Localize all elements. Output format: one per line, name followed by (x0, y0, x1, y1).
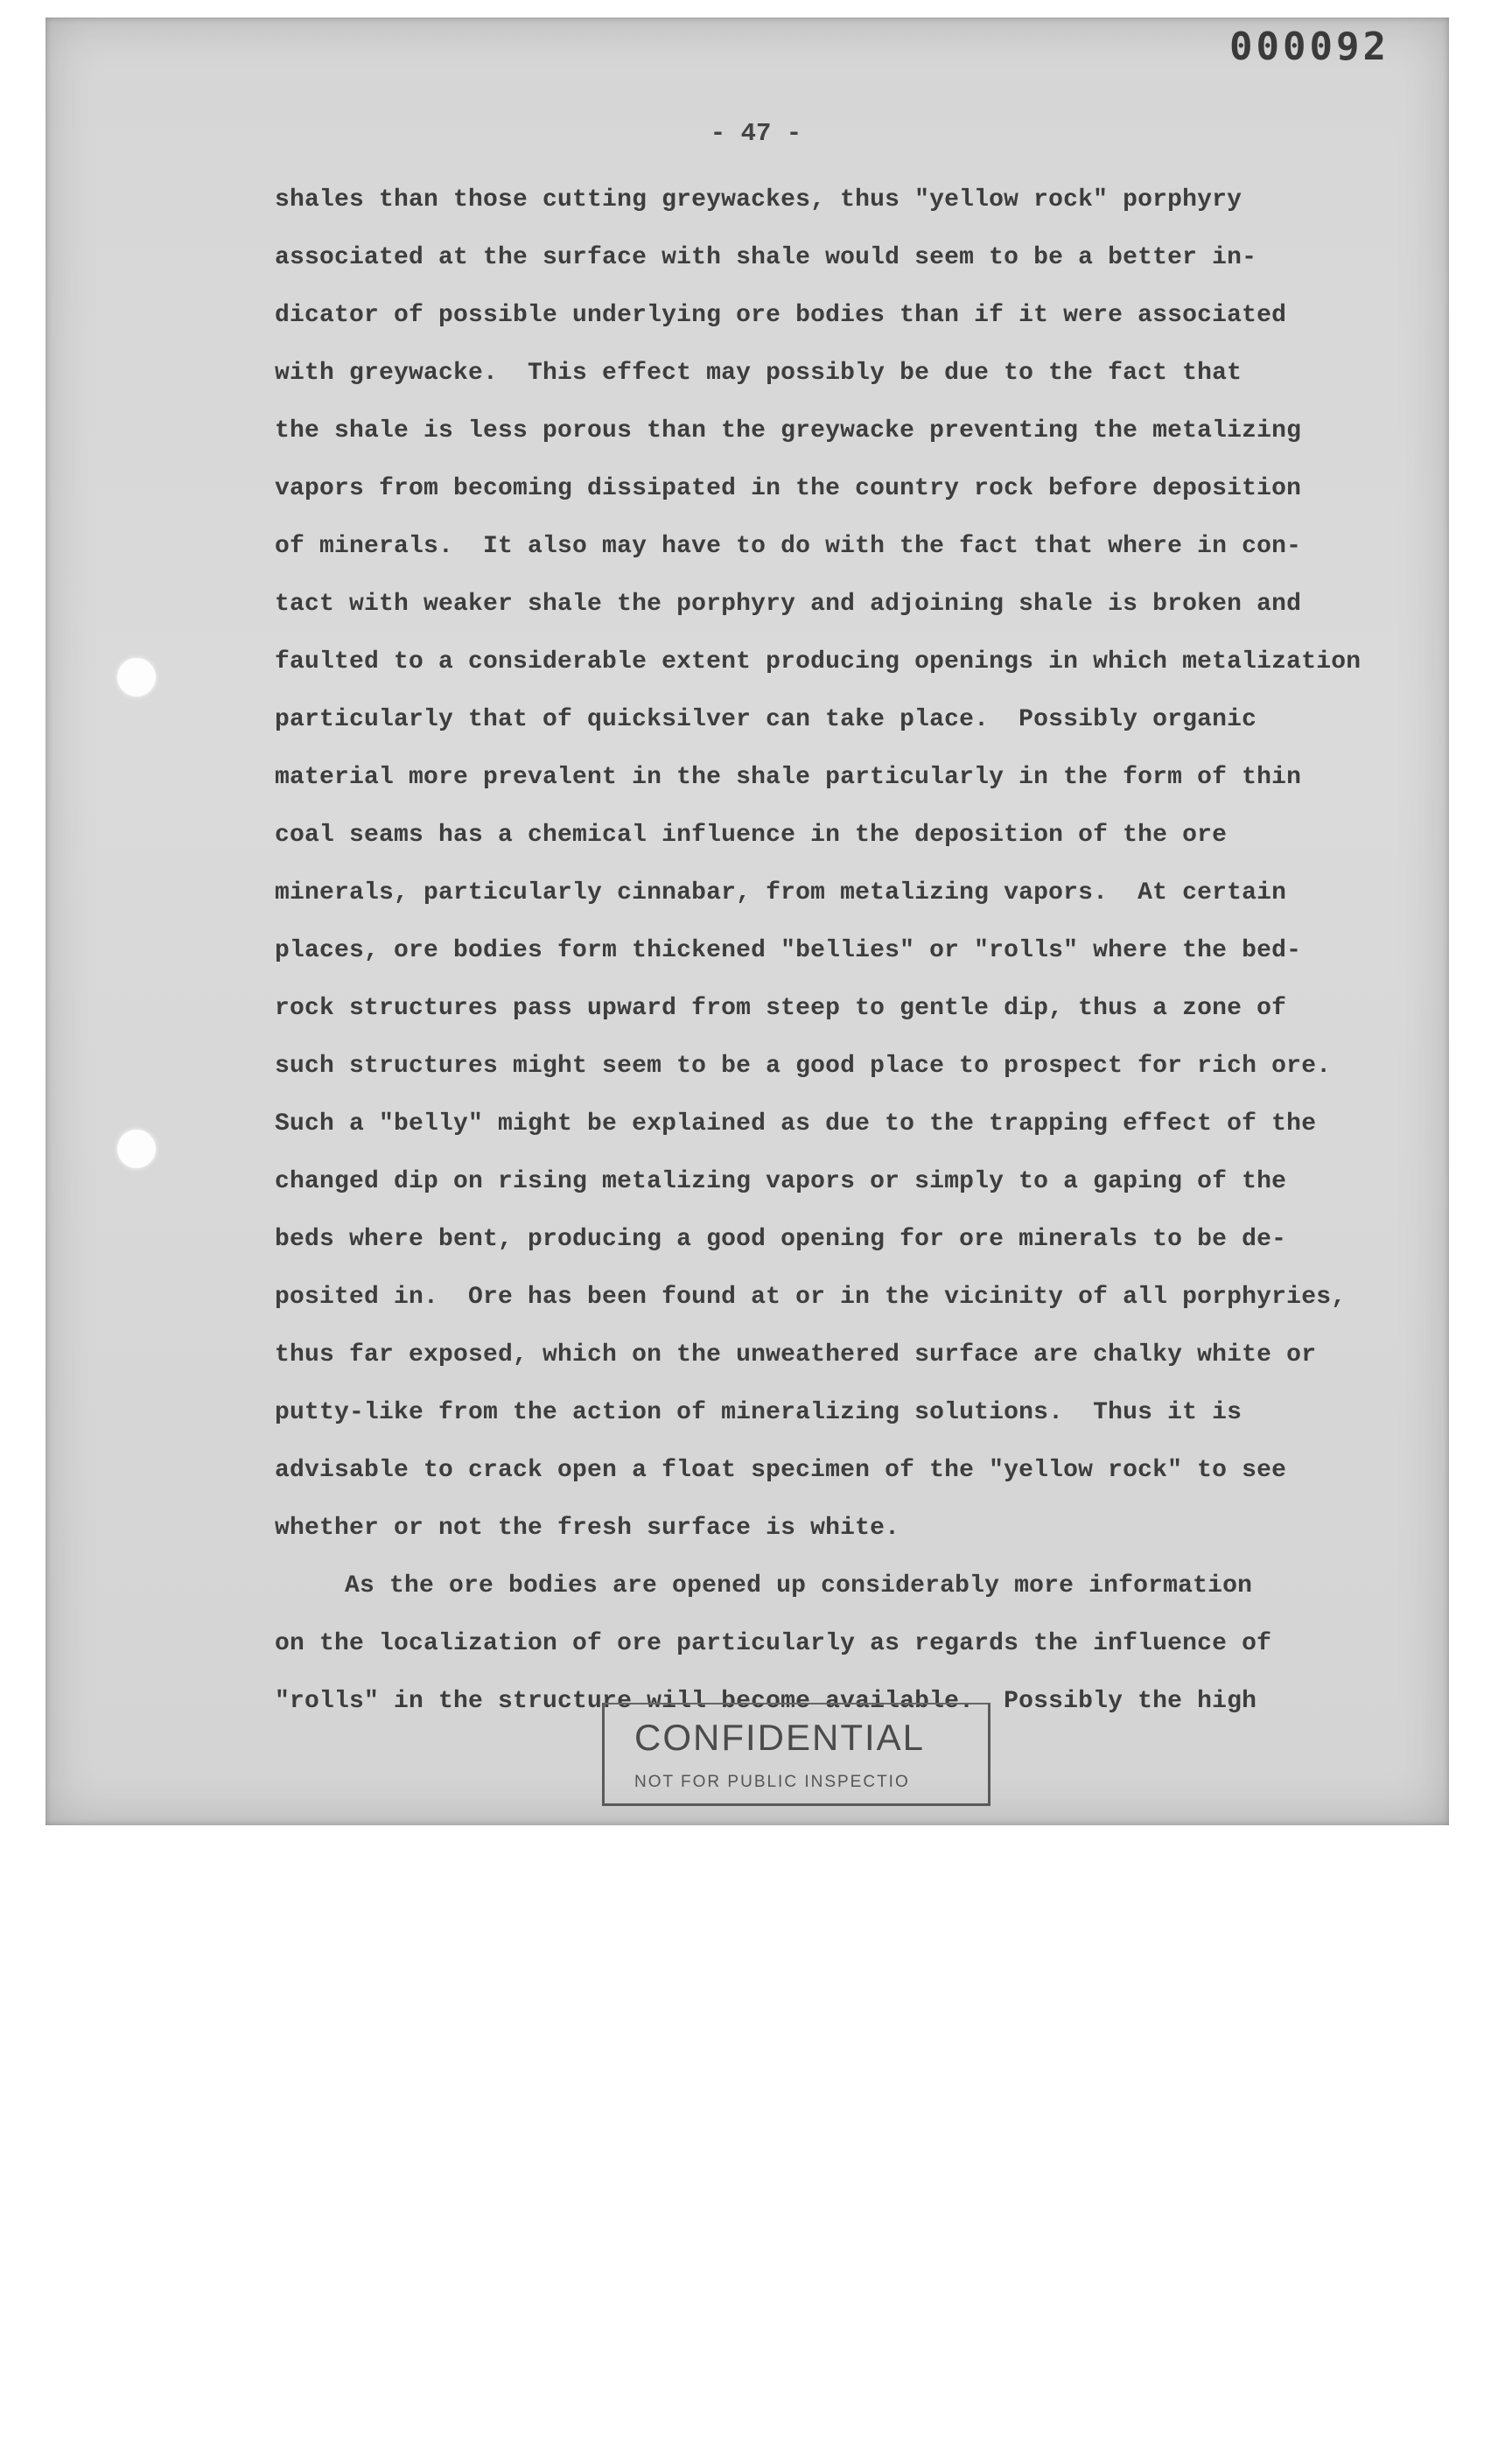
text-line: faulted to a considerable extent producing openings in which metalization (275, 648, 1362, 676)
text-line: thus far exposed, which on the unweathered surface are chalky white or (275, 1341, 1317, 1368)
text-line: tact with weaker shale the porphyry and adjoining shale is broken and (275, 591, 1302, 618)
stamp-title: CONFIDENTIAL (634, 1717, 926, 1758)
text-line: whether or not the fresh surface is white. (275, 1515, 900, 1542)
text-line: associated at the surface with shale would seem to be a better in- (275, 244, 1257, 271)
text-line: coal seams has a chemical influence in the deposition of the ore (275, 822, 1228, 849)
text-line: beds where bent, producing a good opening for ore minerals to be de- (275, 1226, 1287, 1253)
text-line: shales than those cutting greywackes, thus "yellow rock" porphyry (275, 186, 1242, 214)
text-line: changed dip on rising metalizing vapors or simply to a gaping of the (275, 1168, 1287, 1195)
text-line: "rolls" in the structure will become available. Possibly the high (275, 1688, 1257, 1715)
text-line: on the localization of ore particularly as regards the influence of (275, 1630, 1272, 1657)
text-line: As the ore bodies are opened up considerably more information (345, 1572, 1253, 1600)
text-line: minerals, particularly cinnabar, from metalizing vapors. At certain (275, 879, 1287, 906)
text-line: such structures might seem to be a good place to prospect for rich ore. (275, 1053, 1332, 1080)
text-line: places, ore bodies form thickened "bellies" or "rolls" where the bed- (275, 937, 1302, 964)
body-text (275, 172, 1404, 1731)
text-line: rock structures pass upward from steep to gentle dip, thus a zone of (275, 995, 1287, 1022)
text-line: particularly that of quicksilver can take place. Possibly organic (275, 706, 1257, 733)
text-line: of minerals. It also may have to do with the fact that where in con- (275, 533, 1302, 560)
punch-hole-upper (117, 658, 156, 696)
punch-hole-lower (117, 1130, 156, 1168)
text-line: with greywacke. This effect may possibly be due to the fact that (275, 360, 1242, 387)
stamp-subtitle: NOT FOR PUBLIC INSPECTIO (634, 1773, 910, 1791)
page-number: - 47 - (710, 119, 802, 148)
text-line: advisable to crack open a float specimen of the "yellow rock" to see (275, 1457, 1287, 1484)
text-line: the shale is less porous than the greywacke preventing the metalizing (275, 417, 1302, 444)
confidential-stamp (602, 1703, 990, 1806)
text-line: dicator of possible underlying ore bodies than if it were associated (275, 302, 1287, 329)
text-line: material more prevalent in the shale particularly in the form of thin (275, 764, 1302, 791)
text-line: Such a "belly" might be explained as due to the trapping effect of the (275, 1110, 1317, 1138)
text-line: posited in. Ore has been found at or in the vicinity of all porphyries, (275, 1284, 1347, 1311)
document-number: 000092 (1229, 24, 1390, 69)
text-line: putty-like from the action of mineralizing solutions. Thus it is (275, 1399, 1242, 1426)
text-line: vapors from becoming dissipated in the country rock before deposition (275, 475, 1302, 502)
